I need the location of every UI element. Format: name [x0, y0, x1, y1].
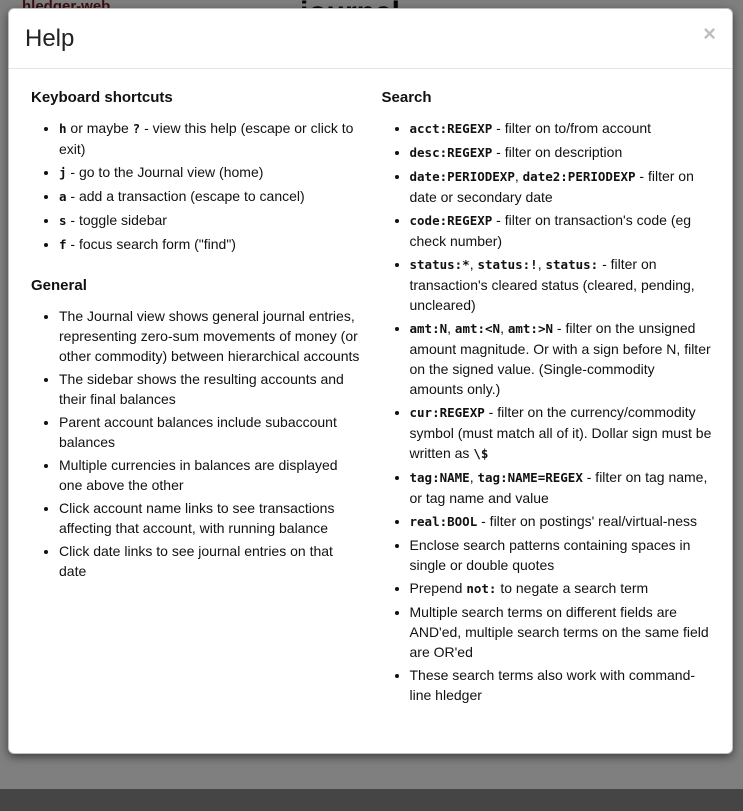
list-item: [410, 142, 713, 163]
list-item: [59, 541, 362, 581]
text-span: Click date links to see journal entries on that date: [59, 542, 333, 579]
text-span: - filter on the unsigned amount magnitude. Or with a sign before N, filter on the signed value. (Single-commodity amounts only.): [409, 319, 711, 397]
list-item: [410, 578, 713, 599]
code-span: amt:<N: [454, 320, 501, 336]
list-item: [59, 498, 362, 538]
list-item: [410, 511, 713, 532]
text-span: - filter on date or secondary date: [409, 167, 694, 205]
code-span: not:: [466, 580, 497, 596]
section-heading-general: General: [31, 276, 87, 294]
code-span: tag:NAME=REGEX: [477, 469, 583, 485]
list-item: [410, 402, 713, 464]
code-span: s: [59, 212, 67, 228]
text-span: - filter on tag name, or tag name and value: [409, 468, 708, 506]
list-item: [410, 602, 713, 662]
code-span: status:: [545, 256, 599, 272]
text-span: - filter on to/from account: [492, 119, 652, 136]
modal-body: [9, 69, 732, 753]
text-span: Multiple search terms on different fields are AND'ed, multiple search terms on the same field are OR'ed: [409, 603, 709, 660]
text-span: The sidebar shows the resulting accounts and their final balances: [59, 370, 344, 407]
text-span: - filter on transaction's cleared status (cleared, pending, uncleared): [409, 255, 695, 313]
section-heading-search: Search: [381, 88, 432, 106]
text-span: Enclose search patterns containing spaces in single or double quotes: [409, 536, 691, 573]
search-list: [380, 118, 713, 705]
list-item: [59, 210, 362, 231]
list-item: [410, 535, 713, 575]
text-span: Prepend: [409, 579, 467, 596]
help-modal: [8, 8, 733, 754]
section-heading-keyboard-shortcuts: Keyboard shortcuts: [31, 88, 173, 106]
text-span: - filter on the currency/commodity symbol (must match all of it). Dollar sign must be written as: [409, 403, 712, 461]
text-span: ,: [447, 319, 455, 336]
text-span: - filter on transaction's code (eg check number): [409, 211, 692, 249]
list-item: [410, 665, 713, 705]
text-span: ,: [469, 255, 478, 272]
code-span: acct:REGEXP: [409, 120, 493, 136]
text-span: - filter on postings' real/virtual-ness: [477, 512, 697, 529]
list-item: [410, 254, 713, 315]
keyboard-shortcuts-list: [29, 118, 362, 255]
code-span: ?: [132, 120, 141, 136]
text-span: - go to the Journal view (home): [66, 163, 264, 180]
code-span: cur:REGEXP: [409, 404, 485, 420]
modal-title: Help: [25, 25, 75, 52]
list-item: [59, 306, 362, 366]
code-span: code:REGEXP: [409, 212, 493, 228]
list-item: [410, 210, 713, 251]
code-span: desc:REGEXP: [409, 144, 493, 160]
code-span: status:!: [477, 256, 538, 272]
list-item: [59, 369, 362, 409]
code-span: status:*: [409, 256, 470, 272]
text-span: Multiple currencies in balances are displayed one above the other: [59, 456, 338, 493]
text-span: ,: [537, 255, 546, 272]
right-column: [380, 83, 713, 727]
code-span: date:PERIODEXP: [409, 168, 515, 184]
text-span: - filter on description: [492, 143, 623, 160]
list-item: [59, 412, 362, 452]
code-span: amt:N: [409, 320, 448, 336]
code-span: h: [59, 120, 67, 136]
list-item: [59, 455, 362, 495]
left-column: [29, 83, 362, 727]
text-span: ,: [469, 468, 478, 485]
text-span: to negate a search term: [496, 579, 649, 596]
code-span: real:BOOL: [409, 513, 478, 529]
general-list: [29, 306, 362, 581]
code-span: date2:PERIODEXP: [522, 168, 636, 184]
text-span: Click account name links to see transactions affecting that account, with running balance: [59, 499, 335, 536]
code-span: tag:NAME: [409, 469, 470, 485]
list-item: [410, 118, 713, 139]
close-icon[interactable]: ×: [703, 21, 716, 46]
text-span: These search terms also work with command-line hledger: [409, 666, 696, 703]
code-span: \$: [473, 445, 489, 461]
text-span: - focus search form ("find"): [66, 235, 236, 252]
list-item: [59, 186, 362, 207]
text-span: or maybe: [66, 119, 133, 136]
list-item: [59, 162, 362, 183]
code-span: f: [59, 236, 67, 252]
text-span: - toggle sidebar: [66, 211, 167, 228]
text-span: ,: [514, 167, 523, 184]
list-item: [59, 234, 362, 255]
text-span: - add a transaction (escape to cancel): [66, 187, 305, 204]
list-item: [410, 467, 713, 508]
code-span: j: [59, 164, 67, 180]
code-span: a: [59, 188, 67, 204]
code-span: amt:>N: [507, 320, 554, 336]
list-item: [410, 318, 713, 399]
modal-header: [9, 9, 732, 69]
text-span: - view this help (escape or click to exit): [59, 119, 354, 157]
text-span: Parent account balances include subaccount balances: [59, 413, 337, 450]
text-span: The Journal view shows general journal entries, representing zero-sum movements of money (or other commodity) between hierarchical accounts: [59, 307, 360, 364]
list-item: [410, 166, 713, 207]
list-item: [59, 118, 362, 159]
text-span: ,: [500, 319, 508, 336]
